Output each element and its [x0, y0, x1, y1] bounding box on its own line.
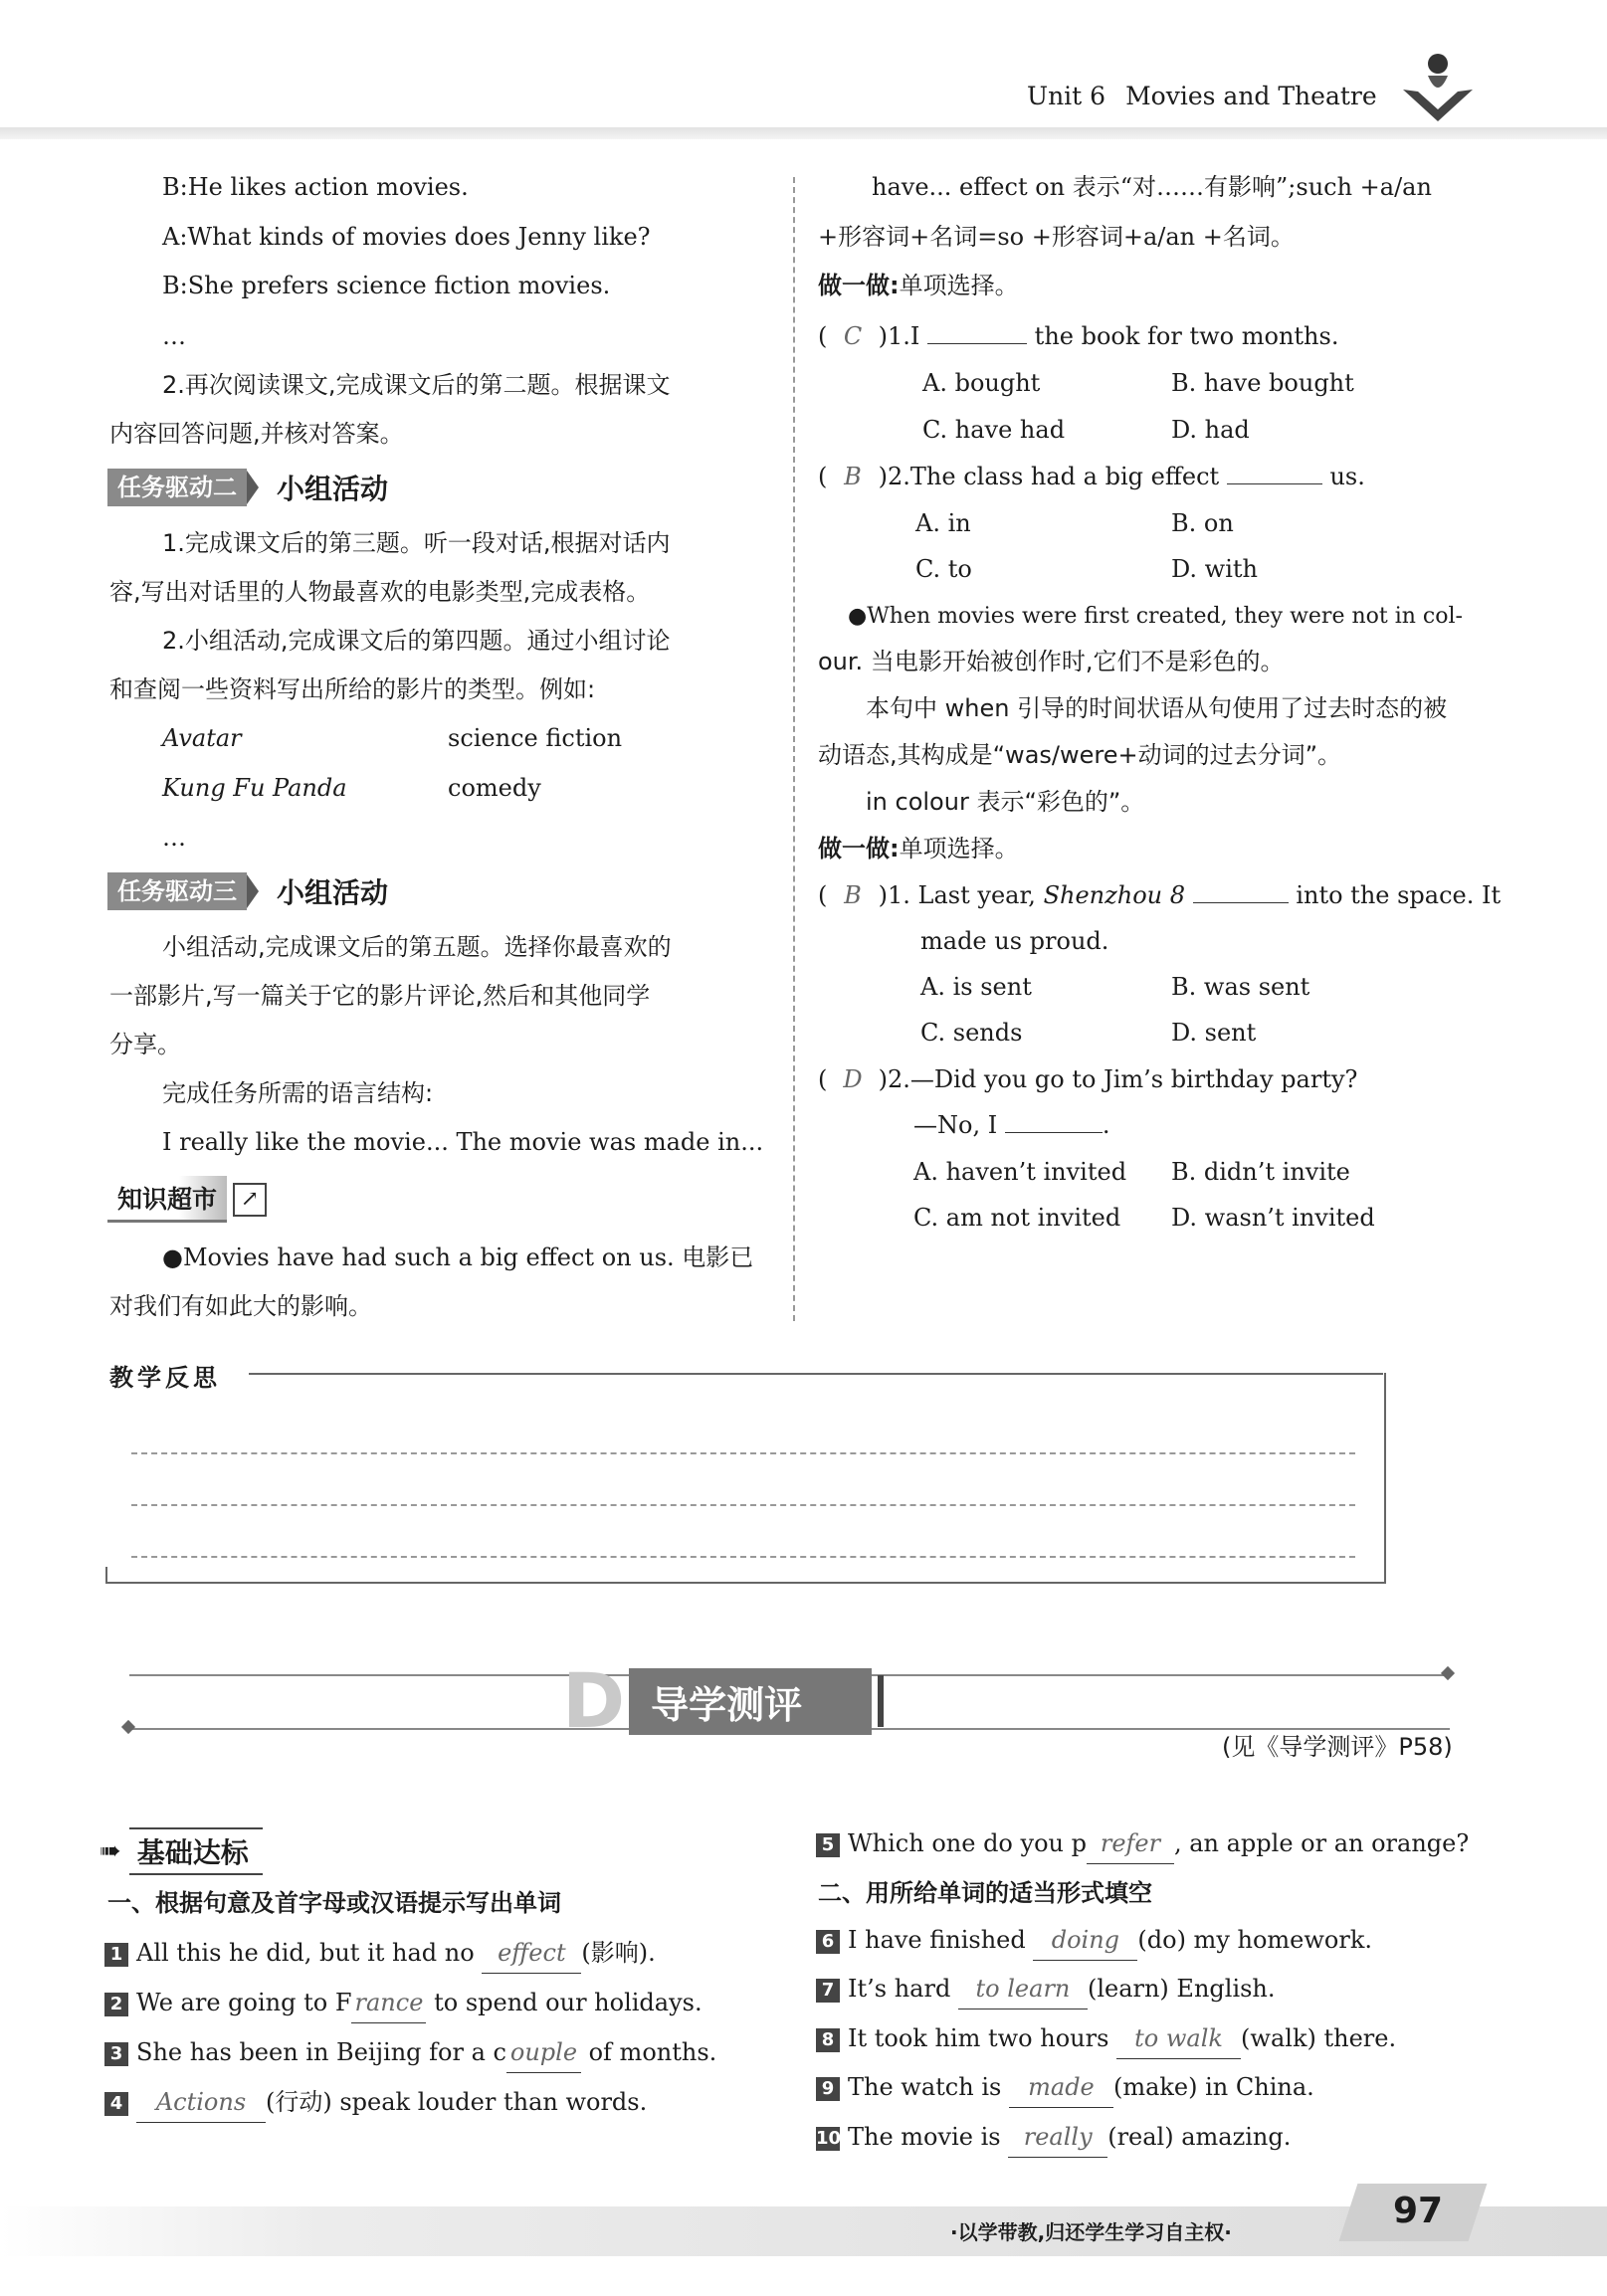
item-answer: really [1008, 2117, 1107, 2158]
reflection-title: 教学反思 [109, 1364, 221, 1392]
mascot-icon [1398, 50, 1478, 129]
paragraph-line: our. 当电影开始被创作时,它们不是彩色的。 [818, 648, 1285, 675]
answer-choice: B [844, 881, 862, 909]
option-a: A. bought [922, 369, 1041, 397]
fill-item [104, 1983, 703, 2023]
paragraph-line: ●Movies have had such a big effect on us. 电影已 [162, 1244, 754, 1271]
option-b: B. didn’t invite [1171, 1158, 1350, 1186]
option-b: B. on [1171, 509, 1234, 537]
paragraph-line: 内容回答问题,并核对答案。 [109, 420, 404, 448]
option-d: D. had [1171, 416, 1250, 444]
item-answer: refer [1087, 1823, 1174, 1864]
unit-number: Unit 6 [1027, 82, 1106, 110]
question-4: ( D )2.—Did you go to Jim’s birthday party? [818, 1059, 1357, 1099]
exercise-instruction: 单项选择。 [899, 835, 1019, 862]
header-band [0, 127, 1607, 139]
item-text: of months. [588, 2038, 717, 2066]
task-badge-3 [107, 871, 388, 911]
answer-choice: C [843, 322, 863, 350]
item-text: The watch is [848, 2073, 1002, 2101]
paragraph-line: 容,写出对话里的人物最喜欢的电影类型,完成表格。 [109, 578, 651, 606]
part-title: 一、根据句意及首字母或汉语提示写出单词 [107, 1889, 561, 1917]
basic-badge [100, 1827, 263, 1875]
question-stem: made us proud. [920, 927, 1109, 955]
item-answer: Actions [136, 2082, 266, 2123]
writing-line [131, 1556, 1355, 1558]
question-stem: Shenzhou 8 [1043, 881, 1186, 909]
page-number: 97 [1393, 2191, 1444, 2231]
fill-item [816, 1969, 1276, 2009]
ellipsis: … [162, 824, 186, 852]
arrow-right-icon: ➠ [100, 1836, 121, 1866]
exercise-heading [818, 829, 1019, 868]
example-movie: Kung Fu Panda [162, 774, 347, 802]
paragraph-line: 2.小组活动,完成课文后的第四题。通过小组讨论 [162, 627, 671, 655]
option-d: D. wasn’t invited [1171, 1204, 1375, 1232]
option-c: C. sends [920, 1019, 1023, 1047]
option-c: C. have had [922, 416, 1066, 444]
question-stem: Last year, [917, 881, 1036, 909]
item-text: The movie is [848, 2123, 1001, 2151]
paragraph-line: 分享。 [109, 1031, 181, 1058]
answer-choice: D [843, 1065, 863, 1093]
item-text: , an apple or an orange? [1173, 1829, 1470, 1857]
fill-item [816, 2067, 1314, 2108]
answer-blank [1227, 483, 1322, 484]
item-answer: rance [351, 1983, 426, 2023]
task-tag: 任务驱动二 [107, 469, 247, 506]
ellipsis: … [162, 322, 186, 350]
rule-end-diamond [121, 1720, 135, 1734]
fill-item [104, 2082, 647, 2123]
question-stem: the book for two months. [1034, 322, 1339, 350]
fill-item [816, 2018, 1396, 2059]
question-2: ( B )2.The class had a big effect us. [818, 457, 1365, 496]
item-number: 4 [104, 2092, 128, 2116]
question-stem: The class had a big effect [909, 463, 1220, 490]
item-text: It took him two hours [848, 2024, 1109, 2052]
answer-blank [927, 343, 1027, 344]
question-number: )2. [878, 1065, 910, 1093]
footer-motto: ·以学带教,归还学生学习自主权· [950, 2220, 1232, 2244]
writing-line [131, 1452, 1355, 1454]
paragraph-line: I really like the movie... The movie was made in... [162, 1128, 764, 1156]
item-text: She has been in Beijing for a c [136, 2038, 506, 2066]
exercise-label: 做一做: [818, 272, 900, 299]
item-number: 5 [816, 1833, 840, 1857]
item-number: 2 [104, 1993, 128, 2016]
basic-label: 基础达标 [129, 1827, 263, 1875]
dialog-line: A:What kinds of movies does Jenny like? [162, 223, 651, 251]
answer-blank [1193, 902, 1289, 903]
column-divider [793, 177, 795, 1321]
question-stem: —Did you go to Jim’s birthday party? [909, 1065, 1358, 1093]
dialog-line: B:He likes action movies. [162, 173, 469, 201]
question-stem: —No, I [913, 1111, 998, 1139]
item-text: It’s hard [848, 1975, 951, 2003]
question-1: ( C )1.I the book for two months. [818, 316, 1338, 356]
item-number: 7 [816, 1979, 840, 2003]
question-number: )1. [878, 322, 910, 350]
title-bar [878, 1675, 884, 1727]
task-badge-2 [107, 468, 388, 507]
option-b: B. have bought [1171, 369, 1354, 397]
item-text: (real) amazing. [1107, 2123, 1292, 2151]
item-number: 9 [816, 2077, 840, 2101]
unit-name: Movies and Theatre [1125, 82, 1377, 110]
paragraph-line: 一部影片,写一篇关于它的影片评论,然后和其他同学 [109, 982, 651, 1010]
option-a: A. in [915, 509, 971, 537]
paragraph-line: 本句中 when 引导的时间状语从句使用了过去时态的被 [866, 694, 1448, 722]
fill-item [104, 2032, 716, 2073]
answer-choice: B [844, 463, 862, 490]
option-c: C. to [915, 555, 972, 583]
item-answer: doing [1033, 1920, 1137, 1961]
reflection-frame [105, 1373, 1386, 1584]
example-movie: Avatar [162, 724, 242, 752]
item-answer: ouple [506, 2032, 581, 2073]
part-title: 二、用所给单词的适当形式填空 [818, 1879, 1152, 1907]
question-stem: into the space. It [1296, 881, 1502, 909]
question-number: )2. [878, 463, 910, 490]
paragraph-line: 完成任务所需的语言结构: [162, 1079, 434, 1107]
item-text: Which one do you p [848, 1829, 1087, 1857]
question-4-reply: —No, I . [913, 1111, 1110, 1139]
question-stem: us. [1329, 463, 1365, 490]
item-text: (walk) there. [1241, 2024, 1397, 2052]
section-name: 导学测评 [629, 1668, 872, 1735]
task-label: 小组活动 [277, 876, 389, 909]
item-text: (make) in China. [1112, 2073, 1314, 2101]
dialog-line: B:She prefers science fiction movies. [162, 272, 611, 299]
paragraph-line: in colour 表示“彩色的”。 [866, 788, 1145, 816]
fill-item [104, 1933, 656, 1974]
item-answer: to walk [1116, 2018, 1241, 2059]
section-reference: (见《导学测评》P58) [1222, 1733, 1453, 1761]
section-letter: D [562, 1656, 626, 1745]
item-answer: to learn [958, 1969, 1088, 2009]
option-c: C. am not invited [913, 1204, 1121, 1232]
item-text: We are going to F [136, 1989, 352, 2016]
knowledge-market-badge [107, 1176, 267, 1223]
question-number: )1. [878, 881, 910, 909]
fill-item [816, 2117, 1291, 2158]
paragraph-line: 2.再次阅读课文,完成课文后的第二题。根据课文 [162, 371, 671, 399]
paragraph-line: ●When movies were first created, they were not in col- [848, 604, 1463, 629]
item-number: 1 [104, 1943, 128, 1967]
tag-arrow-icon [247, 471, 259, 504]
paragraph-line: 和查阅一些资料写出所给的影片的类型。例如: [109, 675, 596, 703]
fill-item [816, 1920, 1372, 1961]
item-text: (learn) English. [1087, 1975, 1276, 2003]
option-d: D. with [1171, 555, 1258, 583]
item-number: 10 [816, 2127, 842, 2149]
item-text: I have finished [848, 1926, 1026, 1954]
item-text: (行动) speak louder than words. [266, 2088, 648, 2116]
exercise-label: 做一做: [818, 835, 900, 862]
answer-blank [1005, 1132, 1103, 1133]
task-tag: 任务驱动三 [107, 872, 247, 910]
option-b: B. was sent [1171, 973, 1310, 1001]
example-type: science fiction [448, 724, 623, 752]
item-text: (影响). [581, 1939, 656, 1967]
option-a: A. haven’t invited [913, 1158, 1127, 1186]
question-stem: I [909, 322, 920, 350]
rule-end-diamond [1441, 1666, 1455, 1680]
item-number: 8 [816, 2028, 840, 2052]
option-d: D. sent [1171, 1019, 1257, 1047]
tag-arrow-icon [247, 874, 259, 908]
item-text: (do) my homework. [1137, 1926, 1373, 1954]
paragraph-line: 对我们有如此大的影响。 [109, 1292, 372, 1320]
paragraph-line: +形容词+名词=so +形容词+a/an +名词。 [818, 223, 1295, 251]
section-d-title [562, 1656, 884, 1745]
item-text: to spend our holidays. [434, 1989, 703, 2016]
paragraph-line: have... effect on 表示“对……有影响”;such +a/an [872, 173, 1432, 201]
item-number: 6 [816, 1930, 840, 1954]
fill-item [816, 1823, 1469, 1864]
item-answer: made [1009, 2067, 1113, 2108]
exercise-heading [818, 266, 1019, 305]
knowledge-label: 知识超市 [107, 1176, 227, 1223]
question-3: ( B )1. Last year, Shenzhou 8 into the space. It [818, 875, 1501, 915]
item-answer: effect [482, 1933, 581, 1974]
unit-title [1027, 82, 1377, 110]
paragraph-line: 动语态,其构成是“was/were+动词的过去分词”。 [818, 741, 1342, 769]
writing-line [131, 1504, 1355, 1506]
arrow-out-icon: ↗ [233, 1183, 267, 1217]
paragraph-line: 小组活动,完成课文后的第五题。选择你最喜欢的 [162, 933, 672, 961]
task-label: 小组活动 [277, 473, 389, 505]
exercise-instruction: 单项选择。 [899, 272, 1019, 299]
option-a: A. is sent [920, 973, 1032, 1001]
item-text: All this he did, but it had no [136, 1939, 475, 1967]
example-type: comedy [448, 774, 541, 802]
item-number: 3 [104, 2042, 128, 2066]
paragraph-line: 1.完成课文后的第三题。听一段对话,根据对话内 [162, 529, 671, 557]
